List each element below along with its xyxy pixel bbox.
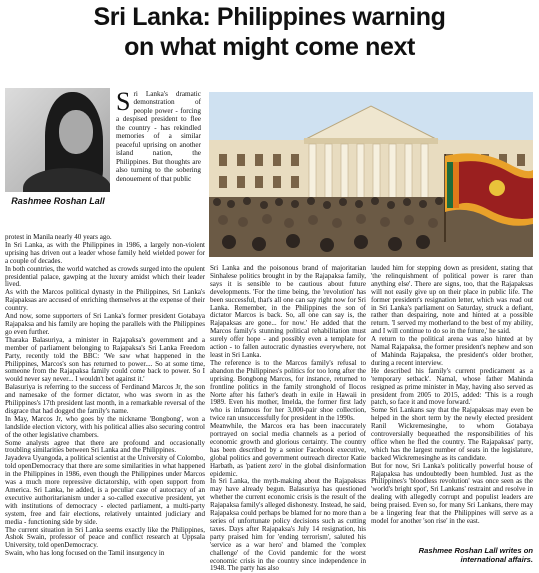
headline-line-2: on what might come next — [124, 33, 415, 61]
paragraph: lauded him for stepping down as president, stating that 'the relinquishment of political power is rarer than anything else'. There are signs, too, that the Rajapaksas will not easily give up on their place in public life. The former president's resignation letter, which was read out in Sri Lanka's parliament on Saturday, struck a defiant, rather than despairing, note and hinted at a possible return. 'I served my motherland to the best of my ability, and I will continue to do so in the future,' he said. — [371, 264, 533, 336]
drop-cap: S — [116, 87, 131, 116]
intro-text: ri Lanka's dramatic demonstration of people power - forcing a despised president to flee the country - has rekindled memories of a similar peaceful uprising on another island nation, the Philippines. But thoughts are also turning to the sobering denouement of that public — [116, 90, 201, 183]
article-column-1 — [5, 234, 205, 558]
paragraph: As with the Marcos political dynasty in the Philippines, Sri Lanka's Rajapaksas are accused of enriching themselves at the expense of their country. — [5, 288, 205, 313]
intro-paragraph — [116, 87, 201, 183]
author-note-line-2: international affairs. — [460, 555, 533, 564]
paragraph: And now, some supporters of Sri Lanka's former president Gotabaya Rajapaksa and his family are hoping the parallels with the Philippines go even further. — [5, 312, 205, 336]
paragraph: In both countries, the world watched as crowds surged into the opulent presidential palace, gawping at the luxury amidst which their leader lived. — [5, 264, 205, 289]
paragraph: He described his family's current predicament as a 'temporary setback'. Namal, whose father Mahinda resigned as prime minister in May, having also served as president from 2005 to 2015, added: 'This is a rough patch, so face it and move forward.' — [371, 366, 533, 407]
author-note — [383, 546, 533, 564]
paragraph: Meanwhile, the Marcos era has been inaccurately portrayed on social media channels as a period of economic growth and glorious certainty. The country has been described by a senior Facebook executive, global politics and government outreach director Katie Harbath, as 'patient zero' in the global disinformation epidemic. — [210, 422, 366, 478]
paragraph: Swain, who has long focused on the Tamil insurgency in — [5, 549, 165, 558]
paragraph: A return to the political arena was also hinted at by Namal Rajapaksa, the former president's nephew and son of Mahinda Rajapaksa, the president's older brother, during a recent interview. — [371, 335, 533, 367]
author-byline: Rashmee Roshan Lall — [11, 196, 105, 206]
headline-line-1: Sri Lanka: Philippines warning — [93, 3, 446, 31]
paragraph: In Sri Lanka, the myth-making about the Rajapaksas may have already begun. Balasuriya has questioned whether the current economic crisis is the result of the Rajapaksa family's alleged dishonesty. Instead, he said, Rajapaksa could perhaps be blamed for no more than a series of unfortunate policy decisions such as cutting taxes. Days after Rajapaksa's July 14 resignation, his party praised him for 'ending terrorism', saluted his 'service as a war hero' and blamed the 'complex challenge' of the Covid pandemic for the worst economic crisis in the country since independence in 1948. The party has also — [210, 477, 366, 573]
paragraph: The reference is to the Marcos family's refusal to abandon the Philippines's politics for too long after the uprising. Bongbong Marcos, for instance, returned to frontline politics in the family stronghold of Ilocos Norte after his father's death in exile in Hawaii in 1989. Even his mother, Imelda, the former first lady who is infamous for her 3,000-pair shoe collection, twice ran unsuccessfully for president in the 1990s. — [210, 358, 366, 423]
paragraph: protest in Manila nearly 40 years ago. — [5, 233, 112, 241]
paragraph: The current situation in Sri Lanka seems exactly like the Philippines, Ashok Swain, professor of peace and conflict research at Uppsala University, told openDemocracy. — [5, 525, 205, 550]
paragraph: Tharaka Balasuriya, a minister in Rajapaksa's government and a member of parliament belonging to Rajapaksa's Sri Lanka Freedom Party, recently told the BBC: 'We saw what happened in the Philippines, Marcos's son has returned to power.... So at some time, someone from the Rajapaksa family could come back to power. So I would never say never... I wouldn't bet against it.' — [5, 335, 205, 384]
author-note-line-1: Rashmee Roshan Lall writes on — [418, 546, 533, 555]
palace-crowd-illustration — [209, 92, 533, 257]
paragraph: Jayadeva Uyangoda, a political scientist at the University of Colombo, told openDemocracy that there are some similarities in what happened in the Philippines in 1986, even though the Philippines under Marcos was a much more repressive dictatorship, with open support from America. Sri Lanka, he added, is a peculiar case of autocracy of an executive authoritarianism under a so-called executive president, yet with institutions of democracy - elected parliament, a multi-party system, free and fair elections, relatively untainted judiciary and media - functioning side by side. — [5, 454, 205, 526]
news-photo — [209, 92, 533, 257]
paragraph: Some analysts agree that there are profound and occasionally troubling similarities between Sri Lanka and the Philippines. — [5, 438, 205, 455]
article-column-2 — [210, 265, 366, 573]
paragraph: Balasuriya is referring to the success of Ferdinand Marcos Jr, the son and namesake of the former dictator, who was sworn in as the Philippines's 17th president last month, in a remarkable reversal of the disgrace that had dogged the family's name. — [5, 383, 205, 415]
author-photo — [5, 88, 110, 192]
article-column-3 — [371, 265, 533, 526]
paragraph: In May, Marcos Jr, who goes by the nickname 'Bongbong', won a landslide election victory, with his political allies also securing control of the other legislative chambers. — [5, 414, 205, 439]
paragraph: But for now, Sri Lanka's politically powerful house of Rajapaksa has undoubtedly been humbled. Just as the Philippines's 'bloodless revolution' was once seen as the 'world's bright spot', Sri Lankans' restraint and resolve in dealing with allegedly corrupt and populist leaders are being praised. Even so, for many Sri Lankans, there may be a lingering fear that the Philippines will serve as a model for another 'son rise' in the east. — [371, 461, 533, 525]
paragraph: In Sri Lanka, as with the Philippines in 1986, a largely non-violent uprising has driven out a leader whose family held wielded power for a couple of decades. — [5, 240, 205, 265]
paragraph: Some Sri Lankans say that the Rajapaksas may even be helped in the short term by the newly elected president Ranil Wickremesinghe, to whom Gotabaya controversially bequeathed the responsibilities of his office when he fled the country. The Rajapaksas' party, which has the largest number of seats in the legislature, backed Wickremesinghe as its candidate. — [371, 406, 533, 462]
paragraph: Sri Lanka and the poisonous brand of majoritarian Sinhalese politics brought in by the Rajapaksa family, says it is sensible to be cautious about future developments. 'For the time being, the 'revolution' has been successful, that's all one can say right now for Sri Lanka. Remember, in the Philippines the son of dictator Marcos is back. So, all one can say is, the Rajapaksas are gone... for now.' He added that the Marcos family's stunning political rehabilitation must surely offer hope - and possibly even a template for action - to fallen autocratic dynasties everywhere, not least in Sri Lanka. — [210, 264, 366, 359]
headline — [0, 2, 539, 62]
